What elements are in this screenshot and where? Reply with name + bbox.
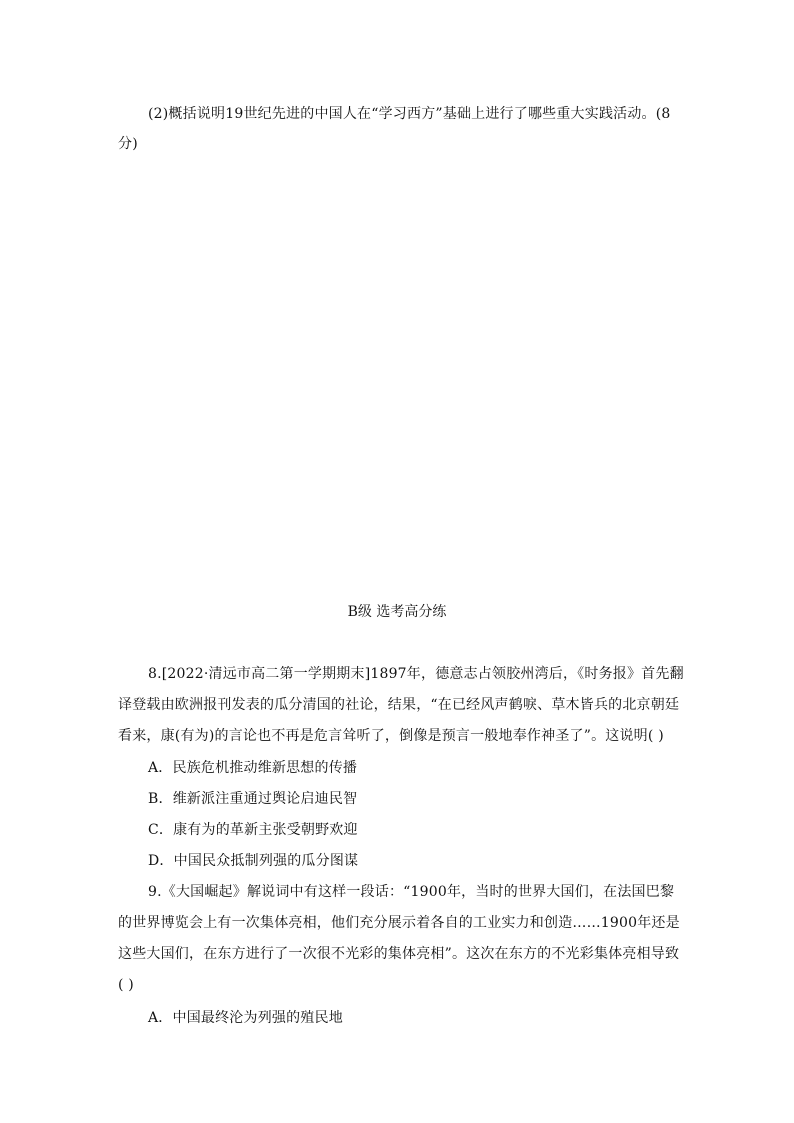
section-heading: B级 选考高分练 (347, 604, 447, 620)
question-8-option-b: B．维新派注重通过舆论启迪民智 (148, 791, 358, 807)
question-8-stem-line-2: 译登载由欧洲报刊发表的瓜分清国的社论，结果，“在已经风声鹤唳、草木皆兵的北京朝廷 (118, 697, 680, 713)
question-8-option-a: A．民族危机推动维新思想的传播 (148, 760, 358, 776)
question-7-part-2-line-1: (2)概括说明19世纪先进的中国人在“学习西方”基础上进行了哪些重大实践活动。(8 (148, 106, 671, 122)
question-7-part-2-line-2: 分) (118, 136, 138, 152)
question-8-stem-line-1: 8.[2022·清远市高二第一学期期末]1897年，德意志占领胶州湾后，《时务报》首先翻 (148, 666, 684, 682)
question-9-stem-line-1: 9.《大国崛起》解说词中有这样一段话：“1900年，当时的世界大国们，在法国巴黎 (148, 884, 675, 900)
question-9-option-a: A．中国最终沦为列强的殖民地 (148, 1010, 343, 1026)
question-8-option-c: C．康有为的革新主张受朝野欢迎 (148, 822, 358, 838)
question-9-stem-line-3: 这些大国们，在东方进行了一次很不光彩的集体亮相”。这次在东方的不光彩集体亮相导致 (118, 946, 680, 962)
question-8-option-d: D．中国民众抵制列强的瓜分图谋 (148, 853, 359, 869)
question-8-stem-line-3: 看来，康(有为)的言论也不再是危言耸听了，倒像是预言一般地奉作神圣了”。这说明( ) (118, 728, 664, 744)
question-9-stem-line-4: ( ) (118, 977, 134, 993)
question-9-stem-line-2: 的世界博览会上有一次集体亮相，他们充分展示着各自的工业实力和创造……1900年还是 (118, 915, 680, 931)
